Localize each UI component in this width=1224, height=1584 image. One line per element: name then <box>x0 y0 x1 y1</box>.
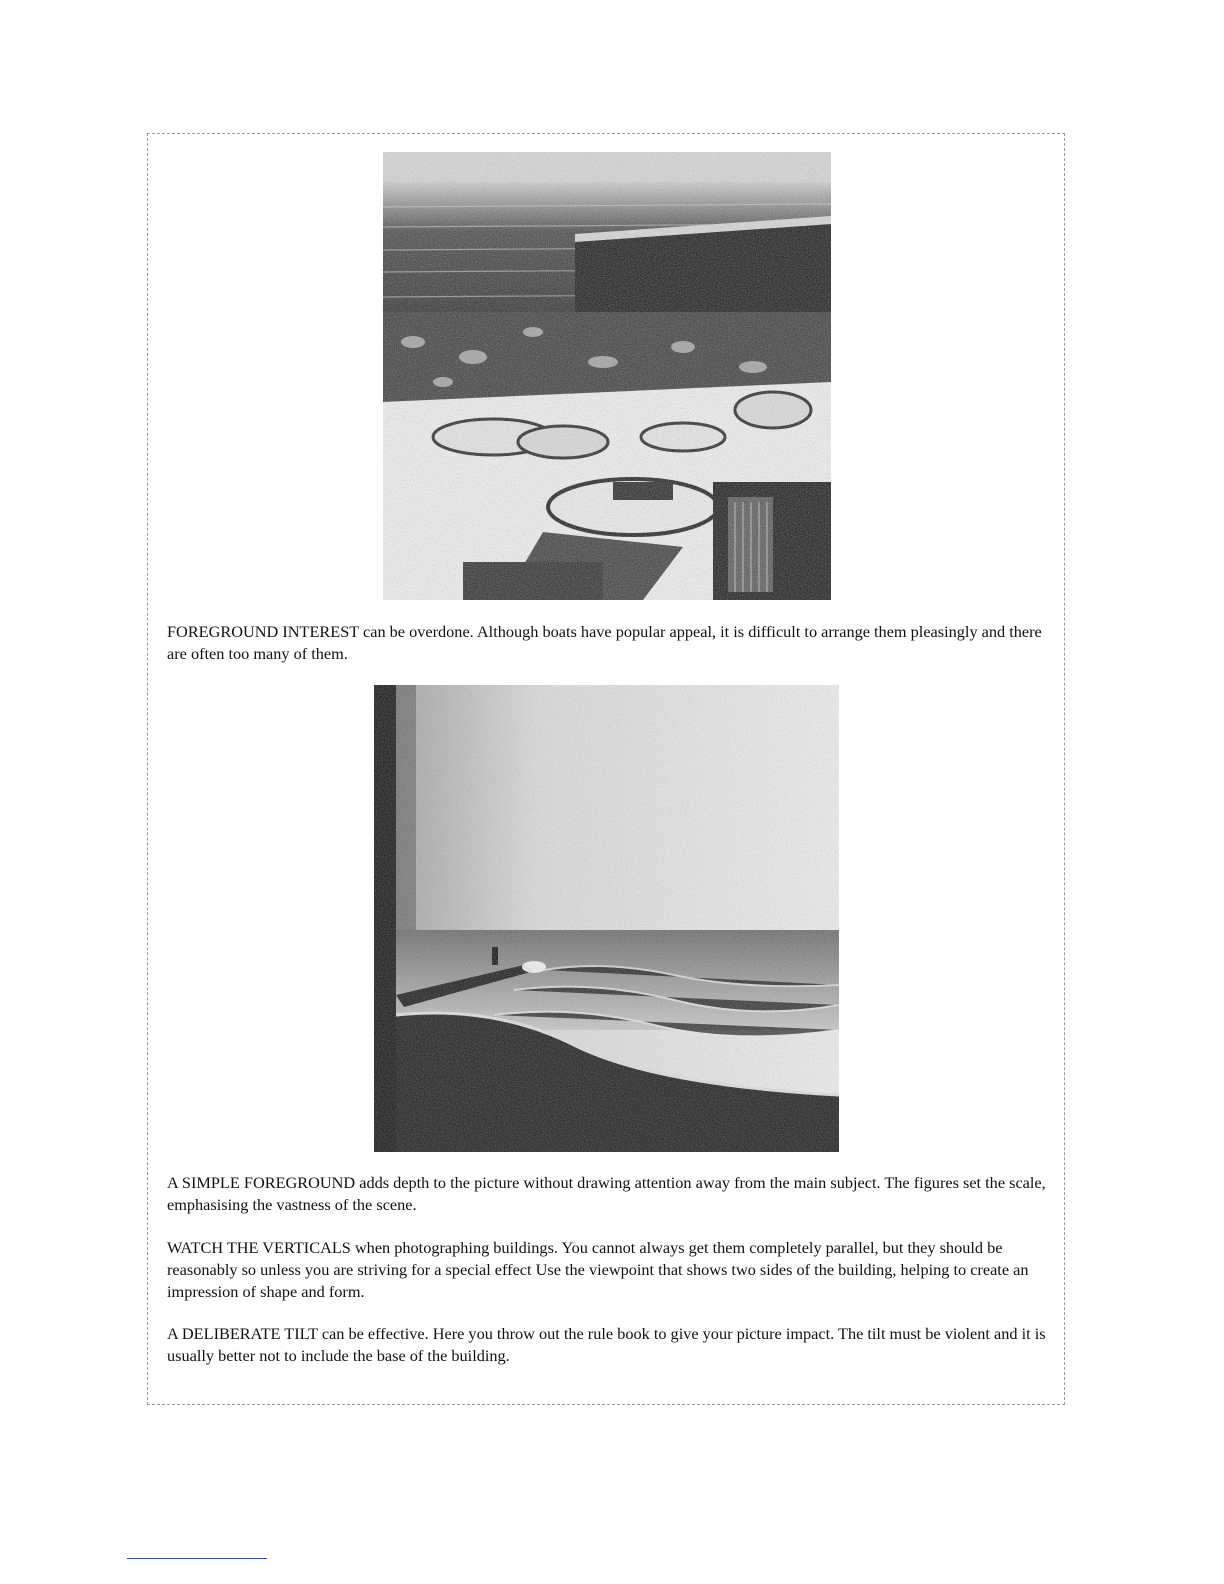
figure-caption-simple-foreground <box>167 1172 1051 1216</box>
paragraph-watch-the-verticals <box>167 1237 1051 1303</box>
photo-sea-view-jetty <box>374 685 839 1152</box>
caption-text: can be overdone. Although boats have popular appeal, it is difficult to arrange them pleasingly and there are often too many of them. <box>167 622 1042 663</box>
paragraph-lead: WATCH THE VERTICALS <box>167 1238 351 1257</box>
paragraph-text: when photographing buildings. You cannot always get them completely parallel, but they should be reasonably so unless you are striving for a special effect Use the viewpoint that shows two sides of the building, helping to create an impression of shape and form. <box>167 1238 1029 1301</box>
figure-caption-foreground-interest <box>167 621 1051 665</box>
paragraph-deliberate-tilt <box>167 1323 1051 1367</box>
photo-boats-on-beach <box>383 152 831 600</box>
photo-sea-graphic <box>374 685 839 1152</box>
paragraph-lead: A DELIBERATE TILT <box>167 1324 318 1343</box>
caption-text: adds depth to the picture without drawing attention away from the main subject. The figures set the scale, emphasising the vastness of the scene. <box>167 1173 1046 1214</box>
caption-lead: FOREGROUND INTEREST <box>167 622 359 641</box>
photo-boats-graphic <box>383 152 831 600</box>
paragraph-text: can be effective. Here you throw out the rule book to give your picture impact. The tilt must be violent and it is usually better not to include the base of the building. <box>167 1324 1046 1365</box>
footnote-separator-line <box>127 1558 267 1559</box>
caption-lead: A SIMPLE FOREGROUND <box>167 1173 356 1192</box>
